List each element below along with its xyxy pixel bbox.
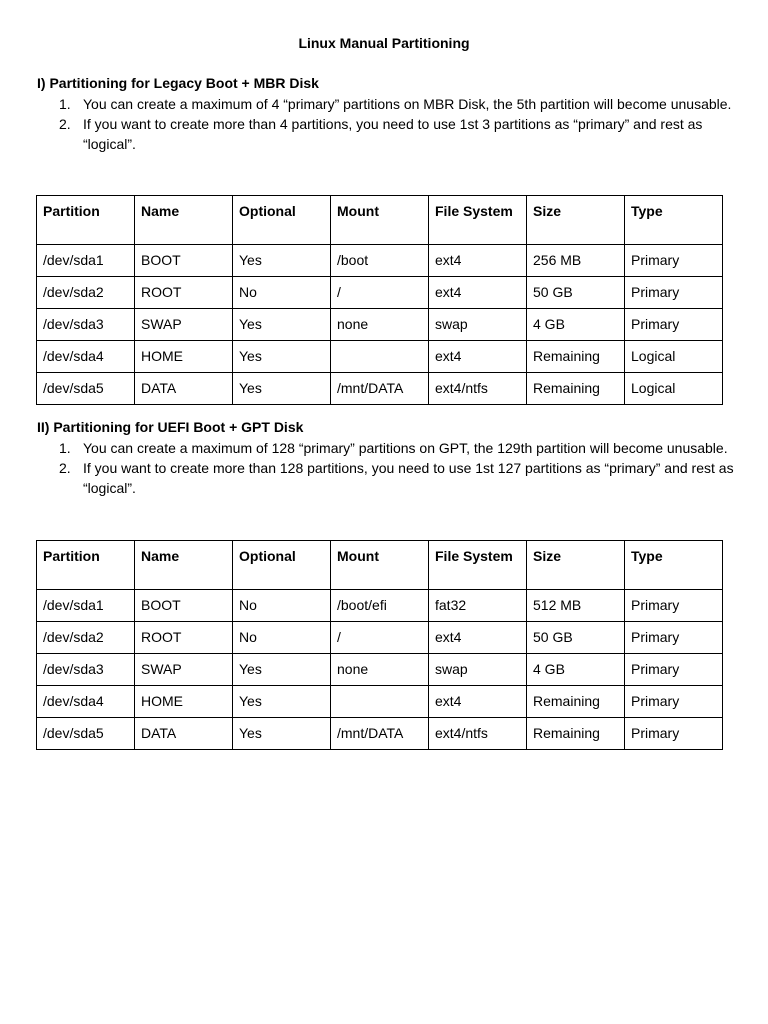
table-row [37, 341, 723, 373]
list-item-text: If you want to create more than 128 partitions, you need to use 1st 127 partitions as “primary” and rest as “logical”. [83, 460, 734, 496]
table-cell: 50 GB [527, 277, 625, 309]
table-cell: ext4 [429, 686, 527, 718]
table-cell: BOOT [135, 590, 233, 622]
table-cell: Yes [233, 245, 331, 277]
list-item-number: 2. [59, 116, 71, 132]
table-cell: 4 GB [527, 309, 625, 341]
mbr-partition-table [36, 195, 723, 405]
mbr-notes-list [37, 94, 737, 154]
table-cell: ext4 [429, 622, 527, 654]
section-heading-mbr: I) Partitioning for Legacy Boot + MBR Disk [37, 75, 319, 91]
table-cell: Yes [233, 373, 331, 405]
table-cell: BOOT [135, 245, 233, 277]
column-header: Mount [331, 196, 429, 245]
table-cell: Yes [233, 309, 331, 341]
table-cell: /dev/sda3 [37, 654, 135, 686]
table-row [37, 277, 723, 309]
column-header: Optional [233, 196, 331, 245]
table-row [37, 622, 723, 654]
table-cell: Yes [233, 654, 331, 686]
table-cell: / [331, 277, 429, 309]
table-cell: Primary [625, 654, 723, 686]
table-cell: fat32 [429, 590, 527, 622]
table-row [37, 373, 723, 405]
table-cell: No [233, 590, 331, 622]
table-row [37, 654, 723, 686]
table-cell: /dev/sda4 [37, 341, 135, 373]
table-cell: Primary [625, 686, 723, 718]
table-cell: 512 MB [527, 590, 625, 622]
table-cell: swap [429, 654, 527, 686]
list-item-text: You can create a maximum of 128 “primary” partitions on GPT, the 129th partition will become unusable. [83, 440, 728, 456]
column-header: File System [429, 541, 527, 590]
table-cell [331, 686, 429, 718]
table-cell: /dev/sda2 [37, 277, 135, 309]
table-cell: Remaining [527, 373, 625, 405]
table-cell: Yes [233, 686, 331, 718]
list-item [37, 458, 737, 498]
column-header: Partition [37, 541, 135, 590]
table-cell: / [331, 622, 429, 654]
table-cell: Primary [625, 590, 723, 622]
table-cell [331, 341, 429, 373]
table-cell: none [331, 309, 429, 341]
table-cell: Remaining [527, 341, 625, 373]
table-cell: /dev/sda4 [37, 686, 135, 718]
table-cell: ext4 [429, 245, 527, 277]
table-cell: DATA [135, 373, 233, 405]
column-header: Size [527, 541, 625, 590]
table-cell: Logical [625, 341, 723, 373]
table-cell: /mnt/DATA [331, 718, 429, 750]
table-cell: 50 GB [527, 622, 625, 654]
column-header: Type [625, 196, 723, 245]
table-cell: HOME [135, 686, 233, 718]
list-item [37, 94, 737, 114]
column-header: Type [625, 541, 723, 590]
table-cell: /dev/sda3 [37, 309, 135, 341]
table-cell: /dev/sda5 [37, 718, 135, 750]
list-item-number: 1. [59, 440, 71, 456]
table-header-row [37, 196, 723, 245]
table-row [37, 718, 723, 750]
gpt-notes-list [37, 438, 737, 498]
table-cell: Primary [625, 277, 723, 309]
table-row [37, 309, 723, 341]
table-row [37, 245, 723, 277]
table-cell: ext4 [429, 341, 527, 373]
table-cell: DATA [135, 718, 233, 750]
table-cell: No [233, 277, 331, 309]
table-cell: ext4/ntfs [429, 373, 527, 405]
column-header: Size [527, 196, 625, 245]
list-item-number: 1. [59, 96, 71, 112]
table-cell: /boot [331, 245, 429, 277]
table-cell: 4 GB [527, 654, 625, 686]
table-cell: Yes [233, 341, 331, 373]
table-cell: Primary [625, 309, 723, 341]
list-item-text: You can create a maximum of 4 “primary” partitions on MBR Disk, the 5th partition will become unusable. [83, 96, 732, 112]
table-cell: Yes [233, 718, 331, 750]
table-cell: Remaining [527, 718, 625, 750]
list-item-text: If you want to create more than 4 partitions, you need to use 1st 3 partitions as “primary” and rest as “logical”. [83, 116, 703, 152]
table-cell: /dev/sda1 [37, 590, 135, 622]
list-item [37, 438, 737, 458]
section-heading-gpt: II) Partitioning for UEFI Boot + GPT Disk [37, 419, 304, 435]
table-row [37, 686, 723, 718]
column-header: File System [429, 196, 527, 245]
table-cell: SWAP [135, 654, 233, 686]
table-cell: Remaining [527, 686, 625, 718]
table-cell: ROOT [135, 622, 233, 654]
gpt-partition-table [36, 540, 723, 750]
table-cell: /mnt/DATA [331, 373, 429, 405]
page-title: Linux Manual Partitioning [298, 35, 470, 51]
table-cell: /dev/sda1 [37, 245, 135, 277]
table-cell: /dev/sda5 [37, 373, 135, 405]
column-header: Mount [331, 541, 429, 590]
column-header: Name [135, 541, 233, 590]
table-cell: /dev/sda2 [37, 622, 135, 654]
table-cell: none [331, 654, 429, 686]
table-cell: No [233, 622, 331, 654]
table-cell: ext4 [429, 277, 527, 309]
table-cell: swap [429, 309, 527, 341]
table-header-row [37, 541, 723, 590]
table-row [37, 590, 723, 622]
column-header: Partition [37, 196, 135, 245]
table-cell: HOME [135, 341, 233, 373]
table-cell: SWAP [135, 309, 233, 341]
table-cell: ROOT [135, 277, 233, 309]
table-cell: /boot/efi [331, 590, 429, 622]
table-cell: 256 MB [527, 245, 625, 277]
table-cell: Primary [625, 622, 723, 654]
table-cell: Primary [625, 245, 723, 277]
list-item [37, 114, 737, 154]
column-header: Optional [233, 541, 331, 590]
table-cell: ext4/ntfs [429, 718, 527, 750]
column-header: Name [135, 196, 233, 245]
table-cell: Primary [625, 718, 723, 750]
table-cell: Logical [625, 373, 723, 405]
list-item-number: 2. [59, 460, 71, 476]
